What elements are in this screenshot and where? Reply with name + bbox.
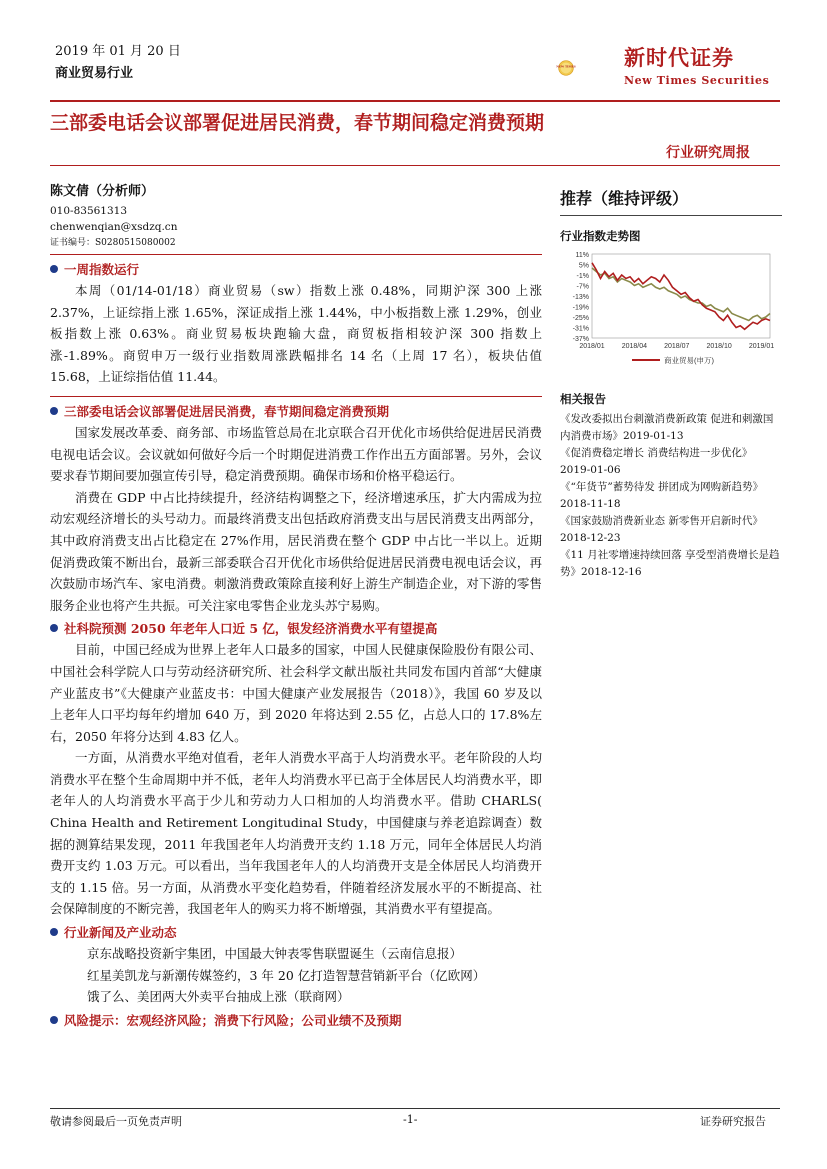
title-rule	[50, 165, 780, 166]
section-heading	[50, 619, 542, 637]
risk-text: 风险提示：宏观经济风险；消费下行风险；公司业绩不及预期	[64, 1012, 402, 1028]
y-tick-label: -25%	[572, 315, 589, 322]
x-tick-label: 2018/07	[664, 343, 690, 350]
news-item: 饿了么、美团两大外卖平台抽成上涨（联商网）	[87, 989, 350, 1005]
section-paragraph: 一方面，从消费水平绝对值看，老年人消费水平高于人均消费水平。老年阶段的人均消费水平在整个生命周期中并不低，老年人均消费水平已高于全体居民人均消费水平，即老年人的人均消费水平高于少儿和劳动力人口相加的人均消费水平。借助 CHARLS( China Health and Retirement Longitudinal Study，中国健康与养老追踪调查）数据的测算结果发现，2011 年我国老年人均消费开支约 1.18 万元，同年全体居民人均消费开支约 1.03 万元。可以看出，当年我国老年人的人均消费开支是全体居民人均消费开支的 1.15 倍。另一方面，从消费水平变化趋势看，伴随着经济发展水平的不断提高、社会保障制度的不断完善，我国老年人的购买力将不断增强，其消费水平有望提高。	[50, 750, 542, 917]
section-rule	[50, 396, 542, 397]
related-report-3[interactable]: 《国家鼓励消费新业态 新零售开启新时代》2018-12-23	[560, 515, 763, 544]
page-number: -1-	[403, 1113, 418, 1126]
y-tick-label: 11%	[575, 252, 589, 259]
logo-en-text: New Times Securities	[624, 74, 770, 87]
section-heading-text: 社科院预测 2050 年老年人口近 5 亿，银发经济消费水平有望提高	[64, 621, 438, 637]
y-tick-label: -1%	[576, 273, 589, 280]
footer-rule	[50, 1108, 780, 1109]
section-paragraph: 消费在 GDP 中占比持续提升，经济结构调整之下，经济增速承压，扩大内需成为拉动宏观经济增长的头号动力。而最终消费支出包括政府消费支出与居民消费支出两部分，其中政府消费支出占比稳定在 27%作用，居民消费在整个 GDP 中占比一半以上。近期促消费政策不断出台，最新三部委联合召开优化市场供给促进居民消费电视电话会议，再次鼓励市场汽车、家电消费。刺激消费政策除直接利好上游生产制造企业，对下游的零售服务企业也将产生共振。可关注家电零售企业龙头苏宁易购。	[50, 489, 542, 613]
related-report-1[interactable]: 《促消费稳定增长 消费结构进一步优化》2019-01-06	[560, 447, 753, 476]
legend-label: 商业贸易(申万)	[664, 356, 714, 365]
section-heading-text: 三部委电话会议部署促进居民消费，春节期间稳定消费预期	[64, 403, 390, 419]
chart-title: 行业指数走势图	[560, 229, 641, 243]
analyst-email[interactable]: chenwenqian@xsdzq.cn	[50, 221, 178, 233]
section-heading	[50, 260, 542, 278]
series-line-0	[592, 263, 770, 330]
x-tick-label: 2018/04	[621, 343, 648, 350]
section-heading-text: 行业新闻及产业动态	[64, 925, 177, 941]
industry-name: 商业贸易行业	[55, 66, 134, 81]
related-list	[560, 411, 782, 581]
news-item: 京东战略投资新宇集团，中国最大钟表零售联盟诞生（云南信息报）	[87, 946, 463, 962]
section-paragraph: 目前，中国已经成为世界上老年人口最多的国家，中国人民健康保险股份有限公司、中国社会科学院人口与劳动经济研究所、社会科学文献出版社共同发布国内首部“大健康产业蓝皮书”《大健康产业蓝皮书：中国大健康产业发展报告（2018）》，我国 60 岁及以上老年人口平均每年约增加 640 万，到 2020 年将达到 2.55 亿，占总人口的 17.8%左右，2050 年将分达到 4.83 亿人。	[50, 642, 542, 744]
section-heading	[50, 402, 542, 420]
y-tick-label: -31%	[572, 325, 589, 333]
footer-label: 证券研究报告	[700, 1115, 766, 1128]
header-rule	[50, 100, 780, 102]
section-paragraph: 国家发展改革委、商务部、市场监管总局在北京联合召开优化市场供给促进居民消费电视电话会议。会议就如何做好今后一个时期促进消费工作作出五方面部署。另外，会议要求春节期间要加强宣传引导，稳定消费预期。确保市场和价格平稳运行。	[50, 424, 542, 484]
related-report-4[interactable]: 《11 月社零增速持续回落 享受型消费增长是趋势》2018-12-16	[560, 549, 780, 578]
bullet-icon	[50, 1016, 58, 1024]
y-tick-label: -13%	[572, 294, 589, 301]
bullet-icon	[50, 265, 58, 273]
section-heading-text: 一周指数运行	[64, 262, 140, 277]
plot-frame	[592, 254, 770, 338]
logo-cn-text: 新时代证券	[624, 45, 734, 70]
logo-mark-text: NEW TIMES	[556, 64, 576, 69]
x-tick-label: 2019/01	[748, 343, 775, 350]
analyst-name: 陈文倩（分析师）	[50, 184, 155, 199]
sidebar	[560, 180, 782, 581]
y-tick-label: -37%	[572, 336, 589, 343]
y-tick-label: 5%	[578, 262, 589, 270]
related-heading: 相关报告	[560, 392, 606, 406]
rating-rule	[560, 215, 782, 216]
section-heading	[50, 923, 542, 941]
x-tick-label: 2018/10	[706, 343, 732, 350]
related-report-0[interactable]: 《发改委拟出台刺激消费新政策 促进和刺激国内消费市场》2019-01-13	[560, 413, 774, 442]
bullet-icon	[50, 407, 58, 415]
bullet-icon	[50, 928, 58, 936]
x-tick-label: 2018/01	[579, 343, 605, 350]
analyst-phone: 010-83561313	[50, 205, 128, 217]
report-title: 三部委电话会议部署促进居民消费，春节期间稳定消费预期	[50, 112, 545, 134]
rating: 推荐（维持评级）	[560, 189, 689, 208]
index-trend-chart	[560, 248, 782, 373]
y-tick-label: -19%	[572, 304, 589, 312]
risk-heading	[50, 1011, 542, 1029]
bullet-icon	[50, 624, 58, 632]
main-column	[50, 180, 542, 1031]
section-paragraph: 本周（01/14-01/18）商业贸易（sw）指数上涨 0.48%，同期沪深 300 上涨 2.37%，上证综指上涨 1.65%，深证成指上涨 1.44%，中小板指数上涨 1.29%，创业板指数上涨 0.63%。商业贸易板块跑输大盘，商贸板指相较沪深 300 指数上涨-1.89%。商贸申万一级行业指数周涨跌幅排名 14 名（上周 17 名），板块估值 15.68，上证综指估值 11.44。	[50, 283, 542, 385]
report-type: 行业研究周报	[666, 145, 750, 161]
report-date: 2019 年 01 月 20 日	[55, 44, 181, 59]
news-item: 红星美凯龙与新潮传媒签约，3 年 20 亿打造智慧营销新平台（亿欧网）	[87, 967, 486, 983]
company-logo	[556, 38, 626, 98]
related-report-2[interactable]: 《“年货节”蓄势待发 拼团成为网购新趋势》2018-11-18	[560, 481, 764, 510]
analyst-rule	[50, 254, 542, 255]
y-tick-label: -7%	[576, 283, 589, 291]
analyst-cert: 证书编号：S0280515080002	[50, 238, 176, 248]
footer-disclaimer: 敬请参阅最后一页免责声明	[50, 1115, 182, 1128]
